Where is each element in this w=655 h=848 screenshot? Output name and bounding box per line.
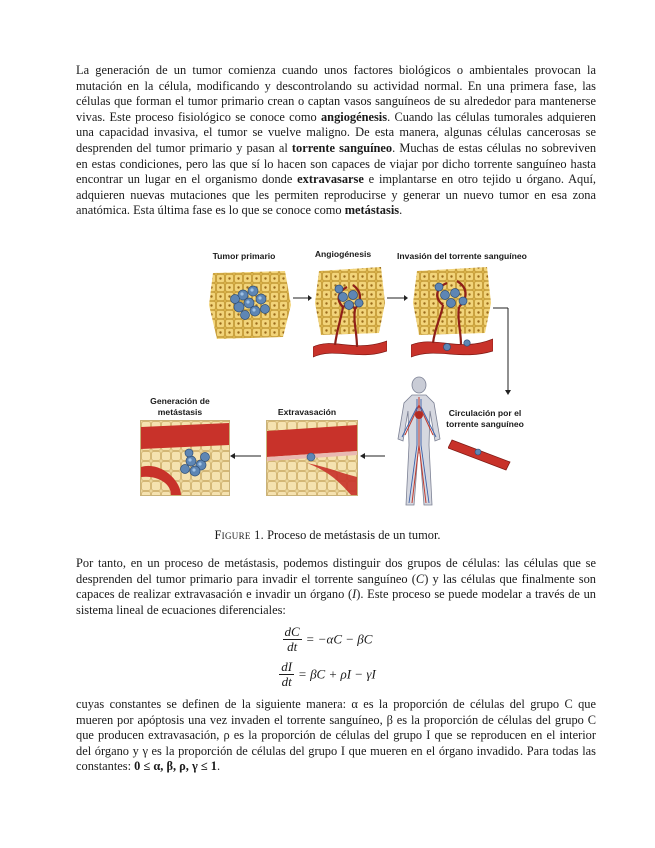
equation-rhs: = βC + ρI − γI [298,666,376,682]
text-run: . Muchas de estas células no sobreviven en estas condiciones, pero las que sí lo hacen son capaces de viajar por dicho torrente sanguíneo hasta encontrar un lugar en el organismo donde [76,140,597,187]
fraction [283,625,302,654]
term-bloodstream: torrente sanguíneo [291,140,393,155]
label-primary-tumor: Tumor primario [212,251,276,261]
invasion-illustration [411,263,493,359]
text-run: cuyas constantes se definen de la siguiente manera: α es la proporción de células del grupo C que mueren por apóptosis una vez invaden el torrente sanguíneo, β es la proporción de células del grupo C que producen extravasación, ρ es la proporción de células del grupo I que se reproducen en el interior del órgano y γ es la proporción de células del grupo I que mueren en el órgano invadido. Para todas las constantes: [76,697,596,774]
fraction-numerator: dI [281,659,293,674]
blood-vessel-icon [448,432,518,472]
arrow-right-icon [292,293,312,303]
text-run: e implantarse en otro tejido u órgano. Aquí, adquieren nuevas mutaciones que les permiten reproducirse y generar un nuevo tumor en esa zona anatómica. Esta última fase es lo que se conoce como [76,172,596,218]
term-metastasis: metástasis [344,203,400,218]
fraction-denominator: dt [287,639,298,654]
label-angiogenesis: Angiogénesis [314,249,372,259]
text-run: ). Este proceso se puede modelar a través de un sistema lineal de ecuaciones diferenciales: [76,587,596,617]
panel-angiogenesis [312,262,388,360]
constants-paragraph [76,697,596,775]
figure-caption [0,528,655,543]
text-run: La generación de un tumor comienza cuando unos factores biológicos o ambientales provocan la mutación en la célula, modificando y descontrolando su actividad normal. En una primera fase, las células que forman el tumor primario crean o captan vasos sanguíneos de su alrededor para mantenerse vivas. Este proceso fisiológico se conoce como [76,63,596,124]
fraction-numerator: dC [284,624,300,639]
text-run: . Cuando las células tumorales adquieren una capacidad invasiva, el tumor se vuelve maligno. De esta manera, algunas células cancerosas se desprenden del tumor primario y pasan al [76,109,596,155]
text-run: . [399,203,403,218]
equation-rhs: = −αC − βC [305,631,373,647]
panel-metastasis-generation [140,420,230,496]
text-run: ) y las células que finalmente son capaces de realizar extravasación e invadir un órgano ( [76,571,596,602]
label-circulation: Circulación por el torrente sanguíneo [446,408,524,429]
human-body-icon [388,375,450,511]
arrow-left-icon [360,451,386,461]
term-extravasate: extravasarse [297,172,364,187]
fraction-denominator: dt [281,674,292,689]
angiogenesis-illustration [313,263,387,359]
caption-text: Proceso de metástasis de un tumor. [263,528,441,542]
model-paragraph [76,556,596,618]
arrow-down-icon [492,306,514,396]
primary-tumor-illustration [207,265,293,341]
var-i: I [352,587,357,602]
constants-bounds: 0 ≤ α, β, ρ, γ ≤ 1 [134,759,217,774]
caption-prefix: Figure 1. [214,528,264,542]
extravasation-illustration [267,421,357,495]
term-angiogenesis: angiogénesis [320,109,388,124]
text-run: . [217,759,221,774]
text-run: Por tanto, en un proceso de metástasis, podemos distinguir dos grupos de células: las células que se desprenden del tumor primario para invadir el torrente sanguíneo ( [76,556,596,586]
panel-extravasation [266,420,358,496]
fraction [279,660,294,689]
intro-paragraph [76,63,596,219]
equation-di-dt [0,660,655,689]
metastasis-illustration [141,421,229,495]
arrow-left-icon [230,451,262,461]
equation-dc-dt [0,625,655,654]
panel-primary-tumor [206,264,294,342]
label-bloodstream-invasion: Invasión del torrente sanguíneo [397,251,527,261]
label-metastasis-generation: Generación de metástasis [150,396,210,417]
var-c: C [415,571,425,586]
label-extravasation: Extravasación [277,407,337,417]
arrow-right-icon [386,293,408,303]
panel-bloodstream-invasion [410,262,494,360]
